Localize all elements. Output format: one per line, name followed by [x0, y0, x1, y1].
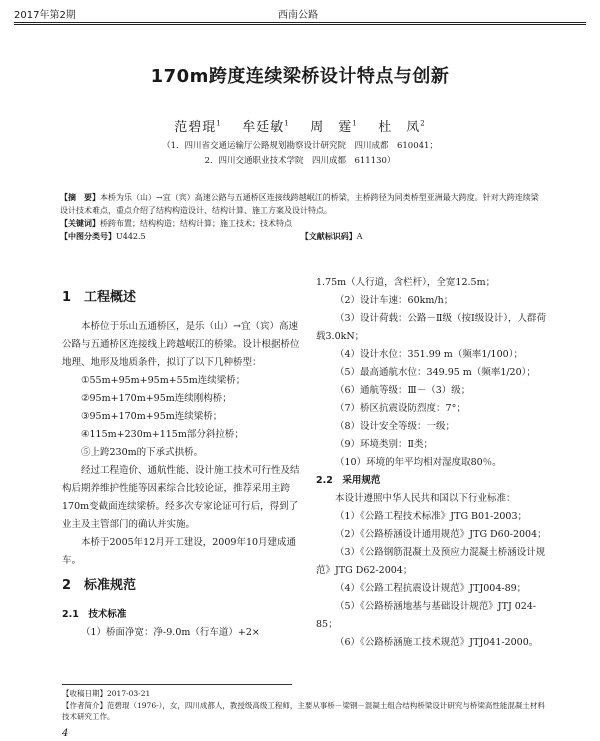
reference-item: （4）《公路工程抗震设计规范》JTJ004-89； — [335, 583, 527, 594]
list-item: （2）设计车速：60km/h； — [335, 295, 454, 306]
paper-title: 170m跨度连续梁桥设计特点与创新 — [150, 66, 450, 87]
received-date: 【收稿日期】2017-03-21 — [62, 689, 151, 698]
list-item: （7）桥区抗震设防烈度：7°； — [335, 403, 466, 414]
paragraph: 本桥位于乐山五通桥区，是乐（山）→宜（宾）高速公路与五通桥区连接线上跨越岷江的桥梁。设计根据桥位地理、地形及地质条件，拟订了以下几种桥型： — [62, 321, 300, 368]
author: 牟廷敏$^1$ — [242, 119, 290, 135]
paragraph: 经过工程造价、通航性能、设计施工技术可行性及结构后期养维护性能等因素综合比较论证，推荐采用主跨170m变截面连续梁桥。经多次专家论证可行后，得到了业主及主管部门的确认并实施。 — [62, 465, 300, 530]
left-column — [62, 282, 302, 642]
subsection-heading: 2.1 技术标准 — [62, 609, 127, 620]
keywords: 【关键词】桥跨布置；结构构造；结构计算；施工技术；技术特点 — [60, 219, 292, 228]
list-item: （3）设计荷载：公路－Ⅱ级（按Ⅰ级设计），人群荷载3.0kN； — [316, 313, 547, 342]
header-rule — [14, 22, 586, 23]
list-item: （1）桥面净宽：净-9.0m（行车道）+2× — [81, 627, 260, 638]
reference-item: （5）《公路桥涵地基与基础设计规范》JTJ 024-85； — [316, 601, 537, 630]
abstract: 【摘 要】本桥为乐（山）→宜（宾）高速公路与五通桥区连接线跨越岷江的桥梁，主桥跨径为同类桥型亚洲最大跨度。针对大跨连续梁设计技术难点，重点介绍了结构构造设计、结构计算、施工方案及设计特点。 — [60, 193, 539, 215]
paragraph: 1.75m（人行道，含栏杆），全宽12.5m； — [316, 277, 496, 288]
subsection-heading: 2.2 采用规范 — [316, 475, 381, 486]
classification: 【中图分类号】U442.5 【文献标识码】A — [60, 232, 363, 241]
list-item: ④115m+230m+115m部分斜拉桥； — [81, 429, 244, 440]
list-item: （10）环境的年平均相对湿度取80％。 — [335, 457, 502, 468]
list-item: ⑤上跨230m的下承式拱桥。 — [81, 447, 204, 458]
section-heading: 2 标准规范 — [62, 578, 137, 593]
list-item: （6）通航等级：Ⅲ－（3）级； — [335, 385, 471, 396]
paragraph: 本设计遵照中华人民共和国以下行业标准： — [335, 493, 516, 504]
reference-item: （2）《公路桥涵设计通用规范》JTG D60-2004； — [335, 529, 547, 540]
list-item: （4）设计水位：351.99 m（频率1/100）； — [335, 349, 523, 360]
author: 范碧琨$^1$ — [174, 119, 222, 135]
abstract-block — [60, 191, 540, 243]
list-item: ③95m+170m+95m连续梁桥； — [81, 411, 223, 422]
affiliation-1: （1．四川省交通运输厅公路规划勘察设计研究院 四川成都 610041； — [162, 141, 438, 151]
right-column — [316, 274, 548, 652]
author-list — [0, 116, 600, 135]
author-info: 【作者简介】范碧琨（1976-），女，四川成都人，教授级高级工程师，主要从事桥－梁钢－混凝土组合结构桥梁设计研究与桥梁高性能混凝土材料技术研究工作。 — [62, 701, 545, 721]
list-item: （9）环境类别：Ⅱ类； — [335, 439, 434, 450]
list-item: （5）最高通航水位：349.95 m（频率1/20）； — [335, 367, 536, 378]
reference-item: （1）《公路工程技术标准》JTG B01-2003； — [335, 511, 528, 522]
section-heading: 1 工程概述 — [62, 290, 137, 305]
reference-item: （3）《公路钢筋混凝土及预应力混凝土桥涵设计规范》JTG D62-2004； — [316, 547, 546, 576]
list-item: ①55m+95m+95m+55m连续梁桥； — [81, 375, 246, 386]
reference-item: （6）《公路桥涵施工技术规范》JTJ041-2000。 — [335, 637, 539, 648]
journal-name: 西南公路 — [278, 10, 318, 21]
page-number: 4 — [62, 728, 69, 739]
list-item: ②95m+170m+95m连续刚构桥； — [81, 393, 232, 404]
affiliation-2: 2．四川交通职业技术学院 四川成都 611130） — [204, 156, 396, 166]
footnote-rule — [62, 684, 292, 685]
author: 周 霆$^1$ — [310, 119, 358, 135]
header-rule-2 — [14, 24, 586, 25]
issue-label: 2017年第2期 — [14, 10, 76, 21]
paragraph: 本桥于2005年12月开工建设，2009年10月建成通车。 — [62, 537, 297, 566]
author: 杜 凤$^2$ — [378, 119, 426, 135]
list-item: （8）设计安全等级：一级； — [335, 421, 456, 432]
